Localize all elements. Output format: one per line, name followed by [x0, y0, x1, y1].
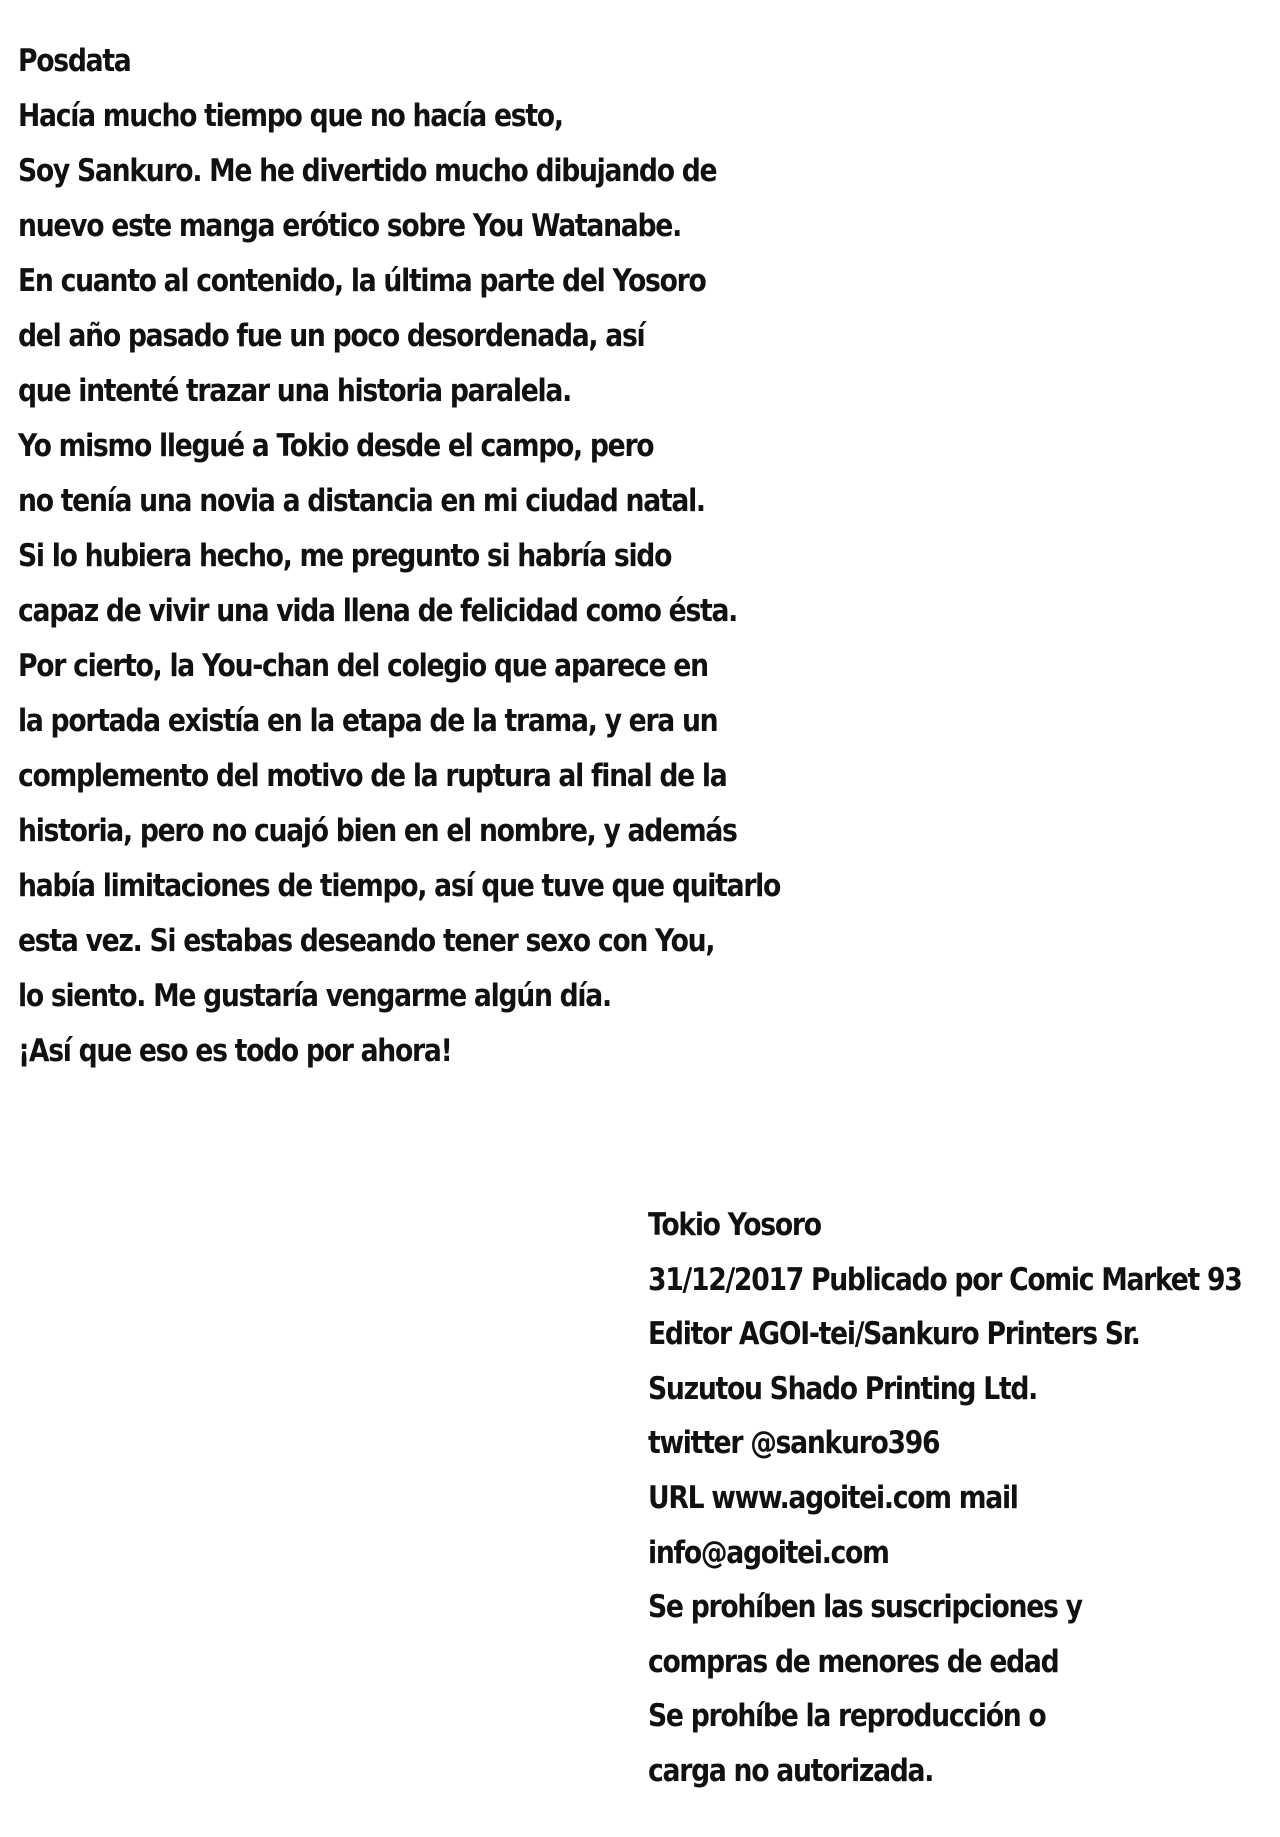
- colophon-notice: Se prohíben las suscripciones y: [648, 1589, 1082, 1626]
- afterword-line: Yo mismo llegué a Tokio desde el campo, pero: [18, 428, 654, 464]
- afterword-line: complemento del motivo de la ruptura al final de la: [18, 758, 727, 794]
- afterword-line: Si lo hubiera hecho, me pregunto si habría sido: [18, 538, 672, 574]
- afterword-line: En cuanto al contenido, la última parte del Yosoro: [18, 263, 706, 299]
- afterword-line: Hacía mucho tiempo que no hacía esto,: [18, 98, 563, 134]
- afterword-line: del año pasado fue un poco desordenada, así: [18, 318, 645, 354]
- afterword-line: lo siento. Me gustaría vengarme algún día.: [18, 978, 611, 1014]
- afterword-line: Por cierto, la You-chan del colegio que aparece en: [18, 648, 708, 684]
- afterword-text: [18, 34, 918, 1079]
- afterword-line: había limitaciones de tiempo, así que tuve que quitarlo: [18, 868, 781, 904]
- colophon-url: URL www.agoitei.com mail: [648, 1479, 1018, 1516]
- colophon-printer: Suzutou Shado Printing Ltd.: [648, 1370, 1038, 1407]
- colophon-notice: Se prohíbe la reproducción o: [648, 1698, 1046, 1735]
- colophon-email: info@agoitei.com: [648, 1534, 889, 1571]
- colophon: [648, 1198, 1268, 1799]
- colophon-publication-date: 31/12/2017 Publicado por Comic Market 93: [648, 1261, 1242, 1298]
- afterword-heading: Posdata: [18, 43, 131, 79]
- afterword-line: no tenía una novia a distancia en mi ciudad natal.: [18, 483, 705, 519]
- colophon-editor: Editor AGOI-tei/Sankuro Printers Sr.: [648, 1316, 1140, 1353]
- afterword-line: historia, pero no cuajó bien en el nombre, y además: [18, 813, 737, 849]
- afterword-line: la portada existía en la etapa de la trama, y era un: [18, 703, 718, 739]
- colophon-notice: compras de menores de edad: [648, 1643, 1059, 1680]
- afterword-line: Soy Sankuro. Me he divertido mucho dibujando de: [18, 153, 717, 189]
- afterword-line: nuevo este manga erótico sobre You Watanabe.: [18, 208, 681, 244]
- afterword-line: capaz de vivir una vida llena de felicidad como ésta.: [18, 593, 738, 629]
- afterword-line: esta vez. Si estabas deseando tener sexo con You,: [18, 923, 715, 959]
- afterword-line: que intenté trazar una historia paralela.: [18, 373, 571, 409]
- colophon-notice: carga no autorizada.: [648, 1752, 934, 1789]
- afterword-closing: ¡Así que eso es todo por ahora!: [18, 1033, 452, 1069]
- colophon-title: Tokio Yosoro: [648, 1207, 821, 1243]
- colophon-twitter: twitter @sankuro396: [648, 1425, 940, 1462]
